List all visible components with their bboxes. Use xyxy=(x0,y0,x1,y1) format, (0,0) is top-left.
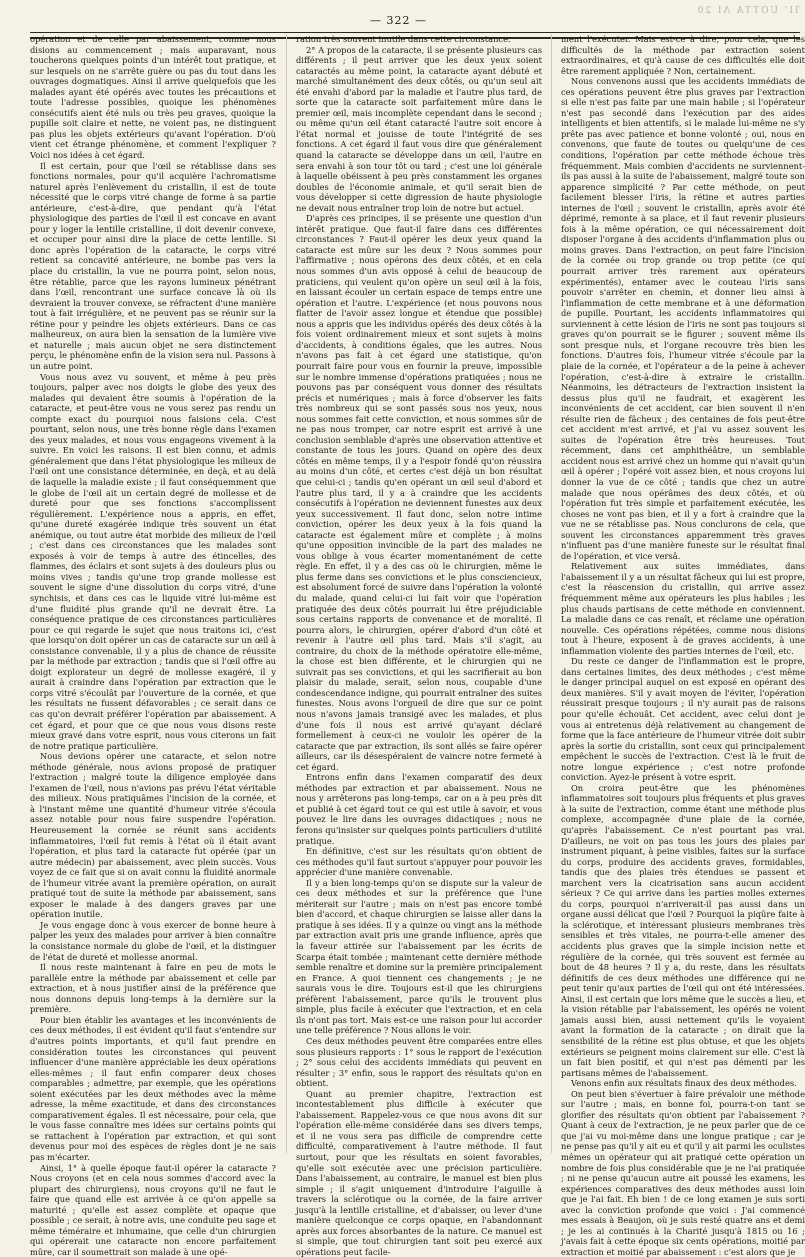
paragraph: Je vous engage donc à vous exercer de bonne heure à palper les yeux des malades pour arriver à bien connaître la consistance normale du globe de l'œil, et la distinguer de l'état de dureté et mollesse anormal. xyxy=(30,919,276,962)
column-divider xyxy=(551,34,552,1153)
paragraph: opération et de celle par abaissement, comme nous disions au commencement ; mais auparavant, nous toucherons quelques points d'un intérêt tout pratique, et sur lesquels on ne s'arrête guère ou pas du tout dans les ouvrages dogmatiques. Ainsi il arrive quelquefois que les malades ayant été opérés avec toutes les précautions et toute l'adresse possibles, quoique les phénomènes consécutifs aient été nuls ou très peu graves, quoique la pupille soit claire et nette, ne voient pas, ne distinguent pas plus les objets extérieurs qu'avant l'opération. D'où vient cet étrange phénomène, et comment l'expliquer ? Voici nos idées à cet égard. xyxy=(30,34,276,161)
paragraph: Il y a bien long-temps qu'on se dispute sur la valeur de ces deux méthodes et sur la préférence que l'une mériterait sur l'autre ; mais on n'est pas encore tombé bien d'accord, et chaque chirurgien se laisse aller dans la pratique à ses idées. Il y a quinze ou vingt ans la méthode par extraction avait pris une grande influence, après que la faveur attirée sur l'abaissement par les écrits de Scarpa était tombée ; maintenant cette dernière méthode semble renaître et domine sur la première principalement en France. A quoi tiennent ces changements ; je ne saurais vous le dire. Toujours est-il que les chirurgiens préfèrent l'abaissement, parce qu'ils le trouvent plus simple, plus facile à exécuter que l'extraction, et en cela ils n'ont pas tort. Mais est-ce une raison pour lui accorder une telle préférence ? Nous allons le voir. xyxy=(296,877,542,1036)
paragraph: ment l'exécuter. Mais est-ce à dire, pour cela, que les difficultés de la méthode par extraction soient extraordinaires, et qu'à cause de ces difficultés elle doit être rarement appliquée ? Non, certainement. xyxy=(561,34,805,76)
paragraph: On croira peut-être que les phénomènes inflammatoires soit toujours plus fréquents et plus graves à la suite de l'extraction, comme étant une méthode plus complexe, accompagnée d'une plaie de la cornée, qu'après l'abaissement. Ce n'est pourtant pas vrai. D'ailleurs, ne voit on pas tous les jours des plaies par instrument piquant, à peine visibles, faites sur la surface du corps, produire des accidents graves, formidables, tandis que des plaies très étendues se passent et marchent vers la cicatrisation sans aucun accident sérieux ? Ce qui arrive dans les parties molles externes du corps, pourquoi n'arriverait-il pas aussi dans un organe aussi délicat que l'œil ? Pourquoi la piqûre faite à la sclérotique, et intéressant plusieurs membranes très sensibles et très vitales, ne pourra-t-elle amener des accidents plus graves que la simple incision nette et régulière de la cornée, qui très souvent est fermée au bout de 48 heures ? Il y a, du reste, dans les résultats définitifs de ces deux méthodes une différence qui ne peut tenir qu'aux parties de l'œil qui ont été intéressées. Ainsi, il est certain que lors même que le succès a lieu, et la vision rétablie par l'abaissement, les opérés ne voient jamais aussi bien, aussi nettement qu'ils le voyaient avant la formation de la cataracte ; on dirait que la sensibilité de la rétine est plus obtuse, et que les objets extérieurs se peignent moins clairement sur elle. C'est là un fait bien positif, et qui n'est pas démenti par les partisans mêmes de l'abaissement. xyxy=(561,782,805,1078)
paragraph: D'après ces principes, il se présente une question d'un intérêt pratique. Que faut-il faire dans ces différentes circonstances ? Faut-il opérer les deux yeux quand la cataracte est mûre sur les deux ? Nous sommes pour l'affirmative ; nous opérons des deux côtés, et en cela nous sommes d'un avis opposé à celui de beaucoup de praticiens, qui veulent qu'on opère un seul œil à la fois, en laissant écouler un certain espace de temps entre une opération et l'autre. L'expérience (et nous pouvons nous flatter de l'avoir assez longue et étendue que possible) nous a appris que les individus opérés des deux côtés à la fois voient ordinairement mieux et sont sujets à moins d'accidents, à conditions égales, que les autres. Nous n'avons pas fait à cet égard une statistique, qu'on pourrait faire pour vous en fournir la preuve, impossible sur le nombre immense d'opérations pratiquées ; nous ne pouvons pas par conséquent vous donner des résultats précis et numériques ; mais à force d'observer les faits très nombreux qui se sont passés sous nos yeux, nous nous sommes fait cette conviction, et nous sommes sûr de ne pas nous tromper, car notre esprit est arrivé à une conclusion semblable d'après une observation attentive et constante de tous les jours. Quand on opère des deux côtés en même temps, il y a l'espoir fondé qu'on réussira au moins d'un côté, et certes c'est déjà un bon résultat que celui-ci ; tandis qu'en opérant un œil seul d'abord et l'autre plus tard, il y a à craindre que les accidents consécutifs à l'opération ne deviennent funestes aux deux yeux successivement. Il faut donc, selon notre intime conviction, opérer les deux yeux à la fois quand la cataracte est également mûre et complète ; à moins qu'une opposition invincible de la part des malades ne vous oblige à vous écarter momentanément de cette règle. En effet, il y a des cas où le chirurgien, même le plus ferme dans ses convictions et le plus consciencieux, est absolument forcé de suivre dans l'opération la volonté du malade, quand celui-ci lui fait voir que l'opération pratiquée des deux côtés pourrait lui être préjudiciable sous certains rapports de convenance et de moralité. Il pourra alors, le chirurgien, opérer d'abord d'un côté et revenir à l'autre œil plus tard. Mais s'il s'agit, au contraire, du choix de la méthode opératoire elle-même, la chose est bien différente, et le chirurgien qui ne suivrait pas ses convictions, et qui les sacrifierait au bon plaisir du malade, serait, selon nous, coupable d'une condescendance indigne, qui pourrait entraîner des suites funestes. Nous avons l'orgueil de dire que sur ce point nous n'avons jamais transigé avec les malades, et plus d'une fois il nous est arrivé qu'ayant déclaré formellement à ceux-ci ne vouloir les opérer de la cataracte que par extraction, ils sont allés se faire opérer ailleurs, car ils désespéraient de vaincre notre fermeté à cet égard. xyxy=(296,213,542,772)
paragraph: Ces deux méthodes peuvent être comparées entre elles sous plusieurs rapports : 1° sous le rapport de l'exécution ; 2° sous celui des accidents immédiats qui peuvent en résulter ; 3° enfin, sous le rapport des résultats qu'on en obtient. xyxy=(296,1035,542,1089)
paragraph: On peut bien s'évertuer à faire prévaloir une méthode sur l'autre ; mais, en bonne foi, pourra-t-on tant se glorifier des résultats qu'on obtient par l'abaissement ? Quant à ceux de l'extraction, je ne peux parler que de ce que j'ai vu moi-même dans une longue pratique ; car je ne pense pas qu'il y ait eu et qu'il y ait parmi les oculistes mêmes un opérateur qui ait pratiqué cette opération un nombre de fois plus considérable que je ne l'ai pratiquée ; ni ne pense qu'aucun autre ait poussé les examens, les expériences comparatives des deux méthodes aussi loin que je l'ai fait. Eh bien ! de ce long examen je suis sorti avec la conviction profonde que voici : J'ai commencé mes essais à Beaujon, où je suis resté quatre ans et demi ; je les ai continués à la Charité jusqu'à 1815 ou 16 ; j'avais fait à cette époque six cents opérations, moitié par extraction et moitié par abaissement : c'est alors que je xyxy=(561,1088,805,1257)
paragraph: Venons enfin aux résultats finaux des deux méthodes. xyxy=(571,1078,797,1089)
paragraph: Relativement aux suites immédiates, dans l'abaissement il y a un résultat fâcheux qui lui est propre, c'est la réascension du cristallin, qui arrive assez fréquemment même aux opérateurs les plus habiles ; les plus chauds partisans de cette méthode en conviennent. La maladie dans ce cas renaît, et réclame une opération nouvelle. Ces opérations répétées, comme nous disions tout à l'heure, exposent à de graves accidents, à une inflammation violente des parties internes de l'œil, etc. xyxy=(561,561,805,656)
page-header xyxy=(0,4,800,30)
text-columns xyxy=(30,34,805,1257)
paragraph: Nous devions opérer une cataracte, et selon notre méthode générale, nous avions proposé de pratiquer l'extraction ; malgré toute la diligence employée dans l'examen de l'œil, nous n'avions pas prévu l'état véritable des milieux. Nous pratiquâmes l'incision de la cornée, et à l'instant même une quantité d'humeur vitrée s'écoula assez notable pour nous faire suspendre l'opération. Heureusement la cornée se réunit sans accidents inflammatoires, l'œil fut remis à l'état où il était avant l'opération, et plus tard la cataracte fut opérée (par un autre médecin) par abaissement, avec plein succès. Vous voyez de ce fait que si on avait connu la fluidité anormale de l'humeur vitrée avant la première opération, on aurait pratiqué tout de suite la méthode par abaissement, sans exposer le malade à des dangers graves par une opération inutile. xyxy=(30,751,276,920)
paragraph: Ainsi, 1° à quelle époque faut-il opérer la cataracte ? Nous croyons (et en cela nous sommes d'accord avec la plupart des chirurgiens), nous croyons qu'il ne faut le faire que quand elle est arrivée à ce qu'on appelle sa maturité ; qu'elle est assez complète et opaque que possible ; ce serait, à notre avis, une conduite peu sage et même téméraire et inhumaine, que celle d'un chirurgien qui opérerait une cataracte non encore parfaitement mûre, car il soumettrait son malade à une opé- xyxy=(30,1162,276,1257)
paragraph: 2° A propos de la cataracte, il se présente plusieurs cas différents ; il peut arriver que les deux yeux soient cataractés au même point, la cataracte ayant débuté et marché simultanément des deux côtés, ou qu'un seul ait été envahi d'abord par la maladie et l'autre plus tard, de sorte que la cataracte soit parfaitement mûre dans le premier œil, mais incomplète cependant dans le second ; ou même qu'un œil étant cataracté l'autre soit encore à l'état normal et jouisse de toute l'intégrité de ses fonctions. A cet égard il faut vous dire que généralement quand la cataracte se développe dans un œil, l'autre en sera envahi à son tour tôt ou tard ; c'est une loi générale à laquelle obéissent à peu près constamment les organes doubles de l'économie animale, et qu'il serait bien de vous développer si cette digression de haute physiologie ne devait nous entraîner trop loin de notre but actuel. xyxy=(296,44,542,213)
column-2 xyxy=(296,34,542,1257)
paragraph: Nous convenons aussi que les accidents immédiats de ces opérations peuvent être plus graves par l'extraction si elle n'est pas faite par une main habile ; si l'opérateur n'est pas secondé dans l'exécution par des aides intelligents et bien attentifs, si le malade lui-même ne s'y prête pas avec patience et bonne volonté ; oui, nous en convenons, que faute de toutes ou quelqu'une de ces conditions, l'opération par cette méthode échoue très fréquemment. Mais combien d'accidents ne surviennent-ils pas aussi à la suite de l'abaissement, malgré toute son apparence simplicité ? Par cette méthode, on peut facilement blesser l'iris, la rétine et autres parties internes de l'œil ; souvent le cristallin, après avoir été déprimé, remonte à sa place, et il faut revenir plusieurs fois à la même opération, ce qui nécessairement doit disposer l'organe à des accidents d'inflammation plus ou moins graves. Dans l'extraction, on peut faire l'incision de la cornée ou trop grande ou trop petite (ce qui pourrait arriver très rarement aux opérateurs expérimentés), entamer avec le couteau l'iris sans pouvoir s'arrêter en chemin, et donner lieu ainsi à l'inflammation de cette membrane et à une déformation de pupille. Pourtant, les accidents inflammatoires qui surviennent à cette lésion de l'iris ne sont pas toujours si graves qu'on pourrait se le figurer ; souvent même ils sont presque nuls, et l'organe recouvre très bien les fonctions. D'autres fois, l'humeur vitrée s'écoule par la plaie de la cornée, et l'opérateur a de la peine à achever l'opération, c'est-à-dire à extraire le cristallin. Néanmoins, les détracteurs de l'extraction insistent la dessus plus qu'il ne faudrait, et exagèrent les inconvénients de cet accident, car bien souvent il n'en résulte rien de fâcheux ; des centaines de fois peut-être cet accident m'est arrivé, et j'ai vu assez souvent les suites de l'opération être très heureuses. Tout récemment, dans cet amphithéâtre, un semblable accident nous est arrivé chez un homme qui n'avait qu'un œil à opérer ; l'opéré voit assez bien, et nous croyons lui donner la vue de ce côté ; tandis que chez un autre malade que nous opérâmes des deux côtés, et où l'opération fut très simple et parfaitement exécutée, les choses ne vont pas bien, et il y a fort à craindre que la vue ne se rétablisse pas. Nous conclurons de cela, que souvent les circonstances apparemment très graves n'influent pas d'une manière funeste sur le résultat final de l'opération, et vice versâ. xyxy=(561,76,805,561)
paragraph: Vous nous avez vu souvent, et même à peu près toujours, palper avec nos doigts le globe des yeux des malades qui devaient être soumis à l'opération de la cataracte, et peut-être vous ne vous serez pas rendu un compte exact du pourquoi nous faisions cela. C'est pourtant, selon nous, une très bonne règle dans l'examen des yeux malades, et nous vous engageons vivement à la suivre. En voici les raisons. Il est bien connu, et admis généralement que dans l'état physiologique les milieux de l'œil ont une consistance déterminée, en deçà, et au delà de laquelle la maladie existe ; il faut conséquemment que le globe de l'œil ait un certain degré de mollesse et de dureté pour que ses fonctions s'accomplissent régulièrement. L'expérience nous a appris, en effet, qu'une dureté exagérée indique très souvent un état anémique, ou tout autre état morbide des milieux de l'œil ; c'est dans ces circonstances que les malades sont exposés à voir de temps à autre des étincelles, des flammes, des éclairs et sont sujets à des douleurs plus ou moins vives ; tandis qu'une trop grande mollesse est souvent le signe d'une dissolution du corps vitré, d'une synchisis, et dans ces cas le liquide vitré lui-même est d'une fluidité plus grande qu'il ne devrait être. La conséquence pratique de ces circonstances particulières pour ce qui regarde le sujet que nous traitons ici, c'est que lorsqu'on doit opérer un cas de cataracte sur un œil à consistance convenable, il y a plus de chance de réussite par la méthode par extraction ; tandis que si l'œil offre au doigt explorateur un degré de mollesse exagéré, il y aurait à craindre dans l'opération par extraction que le corps vitré s'écoulât par l'ouverture de la cornée, et que les résultats ne fussent défavorables ; ce serait dans ce cas qu'on devrait préférer l'opération par abaissement. A cet égard, et pour que ce que nous vous disons reste mieux gravé dans votre esprit, nous vous citerons un fait de notre pratique particulière. xyxy=(30,371,276,751)
paragraph: Entrons enfin dans l'examen comparatif des deux méthodes par extraction et par abaissement. Nous ne nous y arrêterons pas long-temps, car on a à peu près dit et publié à cet égard tout ce qui est utile à savoir, et vous pouvez le lire dans les ouvrages didactiques ; nous ne ferons qu'insister sur quelques points particuliers d'utilité pratique. xyxy=(296,772,542,846)
paragraph: Il nous reste maintenant à faire en peu de mots le parallèle entre la méthode par abaissement et celle par extraction, et à nous justifier ainsi de la préférence que nous donnons depuis long-temps à la dernière sur la première. xyxy=(30,962,276,1015)
column-1 xyxy=(30,34,276,1257)
bleed-through-text: ΊΙ' UOTTA ΛΙ 20 xyxy=(695,6,800,16)
paragraph: Du reste ce danger de l'inflammation est le propre, dans certaines limites, des deux méthodes ; c'est même le danger principal auquel on est exposé en opérant des deux manières. S'il y avait moyen de l'éviter, l'opération réussirait presque toujours ; il n'y aurait pas de raisons pour qu'elle échouât. Cet accident, avec celui dont je vous ai entretenus déjà relativement au changement de forme que la face antérieure de l'humeur vitrée doit subir après la sortie du cristallin, sont ceux qui principalement empêchent le succès de l'extraction. C'est là le fruit de notre longue expérience ; c'est notre profonde conviction. Ayez-le présent à votre esprit. xyxy=(561,656,805,783)
paragraph: Quant au premier chapitre, l'extraction est incontestablement plus difficile à exécuter que l'abaissement. Rappelez-vous ce que nous avons dit sur l'opération elle-même considérée dans ses divers temps, et il ne vous sera pas difficile de comprendre cette difficulté, comparativement à l'autre méthode. Il faut surtout, pour que les résultats en soient favorables, qu'elle soit exécutée avec une précision particulière. Dans l'abaissement, au contraire, le manuel est bien plus simple ; il s'agit uniquement d'introduire l'aiguille à travers la sclérotique ou la cornée, de la faire arriver jusqu'à la lentille cristalline, et d'abaisser, ou lever d'une manière quelconque ce corps opaque, en l'abandonnant après aux forces absorbantes de la nature. Ce manuel est si simple, que tout chirurgien tant soit peu exercé aux opérations peut facile- xyxy=(296,1088,542,1257)
paragraph: En définitive, c'est sur les résultats qu'on obtient de ces méthodes qu'il faut surtout s'appuyer pour pouvoir les apprécier d'une manière convenable. xyxy=(296,846,542,878)
column-divider xyxy=(286,34,287,1153)
paragraph: Pour bien établir les avantages et les inconvénients de ces deux méthodes, il est évident qu'il faut s'entendre sur d'autres points importants, et qu'il faut prendre en considération toutes les circonstances qui peuvent influencer d'une manière appréciable les deux opérations elles-mêmes ; il faut enfin comparer deux choses comparables ; admettre, par exemple, que les opérations soient exécutées par les deux méthodes avec la même adresse, la même exactitude, et dans des circonstances comparativement égales. Il est nécessaire, pour cela, que le vous fasse connaître mes idées sur certains points qui se rattachent à l'opération par extraction, et qui sont devenus pour moi des espèces de règles dont je ne sais pas m'écarter. xyxy=(30,1014,276,1162)
paragraph: ration très souvent inutile dans cette circonstance. xyxy=(296,34,511,44)
page-number: — 322 — xyxy=(370,14,427,27)
column-3 xyxy=(561,34,805,1257)
paragraph: Il est certain, pour que l'œil se rétablisse dans ses fonctions normales, pour qu'il acquière l'achromatisme naturel après l'enlèvement du cristallin, il est de toute nécessité que le corps vitré change de forme à sa partie antérieure, c'est-à-dire, que pendant qu'à l'état physiologique des parties de l'œil il est concave en avant pour y loger la lentille cristalline, il doit devenir convexe, et occuper pour ainsi dire la place de cette lentille. Si donc après l'opération de la cataracte, le corps vitré retient sa concavité antérieure, ne bombe pas vers la place du cristallin, la vue ne pourra point, selon nous, être rétablie, parce que les rayons lumineux pénétrant dans l'œil, rencontrant une surface concave là où ils devraient la trouver convexe, se réfractent d'une manière tout à fait irrégulière, et ne peuvent pas se réunir sur la rétine pour y peindre les objets extérieurs. Dans ce cas malheureux, on aura bien la sensation de la lumière vive et naturelle ; mais aucun objet ne sera distinctement perçu, le phénomène enfin de la vision sera nul. Passons à un autre point. xyxy=(30,160,276,371)
